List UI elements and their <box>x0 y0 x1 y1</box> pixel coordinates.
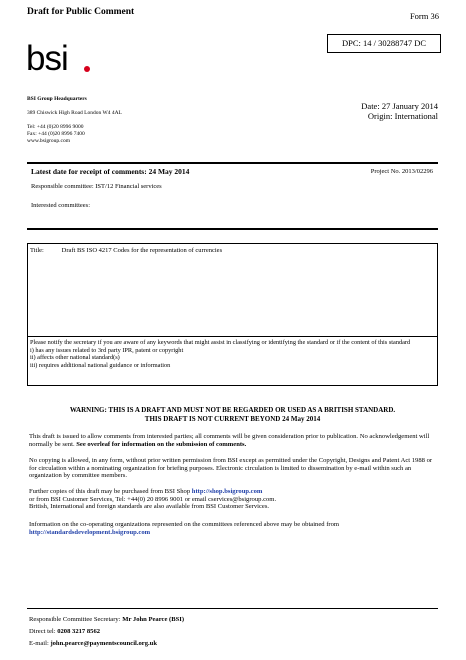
warning-line-1: WARNING: THIS IS A DRAFT AND MUST NOT BE REGARDED OR USED AS A BRITISH STANDARD. <box>69 406 396 414</box>
warning-line-2: THIS DRAFT IS NOT CURRENT BEYOND 24 May 2014 <box>144 414 321 423</box>
interested-committees: Interested committees: <box>31 202 91 209</box>
bsi-logo <box>26 40 90 78</box>
latest-comment-date: Latest date for receipt of comments: 24 May 2014 <box>31 167 190 176</box>
hq-name: BSI Group Headquarters <box>27 96 87 102</box>
draft-label: Draft for Public Comment <box>27 7 135 17</box>
shop-link[interactable]: http://shop.bsigroup.com <box>191 488 263 495</box>
top-rule <box>27 162 438 164</box>
secretary-label: Responsible Committee Secretary: <box>29 616 123 623</box>
tel-label: Direct tel: <box>29 628 58 635</box>
secretary-tel: 0208 3217 8562 <box>57 628 101 635</box>
date-origin-block <box>361 101 438 121</box>
form-number: Form 36 <box>409 11 439 21</box>
title-label: Title: <box>30 247 44 254</box>
hq-web[interactable]: www.bsigroup.com <box>27 138 71 144</box>
secretary-email[interactable]: john.pearce@paymentscouncil.org.uk <box>50 640 158 647</box>
footer-contact <box>29 614 184 650</box>
bsi-logo-dot <box>84 66 90 72</box>
section-rule <box>27 228 438 230</box>
copyright-paragraph: No copying is allowed, in any form, without prior written permission from BSI except as permitted under the Copyright, Designs and Patent Act 1988 or for circulation within a nominating organization for briefing purposes. Electronic circulation is limited to dissemination by e-mail within such an organization by committee members. <box>29 457 433 480</box>
notify-item: i) has any issues related to 3rd party IPR, patent or copyright <box>30 346 184 354</box>
hq-address-block <box>27 96 122 145</box>
title-box-divider <box>28 336 437 337</box>
notify-item: ii) affects other national standard(s) <box>30 354 120 362</box>
draft-date: Date: 27 January 2014 <box>361 101 438 111</box>
organizations-paragraph <box>29 521 438 536</box>
footer-rule <box>27 608 438 609</box>
notify-text: Please notify the secretary if you are aware of any keywords that might assist in classifying or identifying the standard or if the content of this standard <box>30 339 411 346</box>
draft-origin: Origin: International <box>367 111 438 121</box>
purchase-paragraph <box>29 488 438 511</box>
email-label: E-mail: <box>29 640 51 647</box>
issue-text: This draft is issued to allow comments from interested parties; all comments will be given consideration prior to publication. No acknowledgement will normally be sent. <box>29 433 430 448</box>
standards-availability-text: British, International and foreign standards are also available from BSI Customer Services. <box>29 503 270 511</box>
title-row <box>30 247 222 254</box>
title-value: Draft BS ISO 4217 Codes for the representation of currencies <box>61 247 223 254</box>
notify-section <box>30 339 433 369</box>
customer-services-text: or from BSI Customer Services, Tel: +44(0) 20 8996 9001 or email cservices@bsigroup.com. <box>29 495 277 503</box>
notify-item: iii) requires additional national guidance or information <box>30 361 171 369</box>
project-number: Project No. 2013/02296 <box>370 168 433 175</box>
overleaf-note: See overleaf for information on the submission of comments. <box>76 440 247 448</box>
organizations-text: Information on the co-operating organizations represented on the committees referenced above may be obtained from <box>29 521 340 528</box>
dpc-reference-box: DPC: 14 / 30288747 DC <box>327 34 441 53</box>
draft-warning <box>27 406 438 423</box>
secretary-name: Mr John Pearce (BSI) <box>122 616 185 623</box>
issue-paragraph <box>29 433 438 448</box>
purchase-text: Further copies of this draft may be purchased from BSI Shop <box>29 488 192 495</box>
responsible-committee: Responsible committee: IST/12 Financial services <box>31 183 162 190</box>
hq-address: 389 Chiswick High Road London W4 4AL <box>27 110 122 116</box>
hq-fax: Fax: +44 (0)20 8996 7400 <box>27 131 85 137</box>
hq-tel: Tel: +44 (0)20 8996 9000 <box>27 124 84 130</box>
bsi-logo-text: bsi <box>26 39 68 78</box>
title-box <box>27 243 438 386</box>
standards-development-link[interactable]: http://standardsdevelopment.bsigroup.com <box>29 528 151 536</box>
